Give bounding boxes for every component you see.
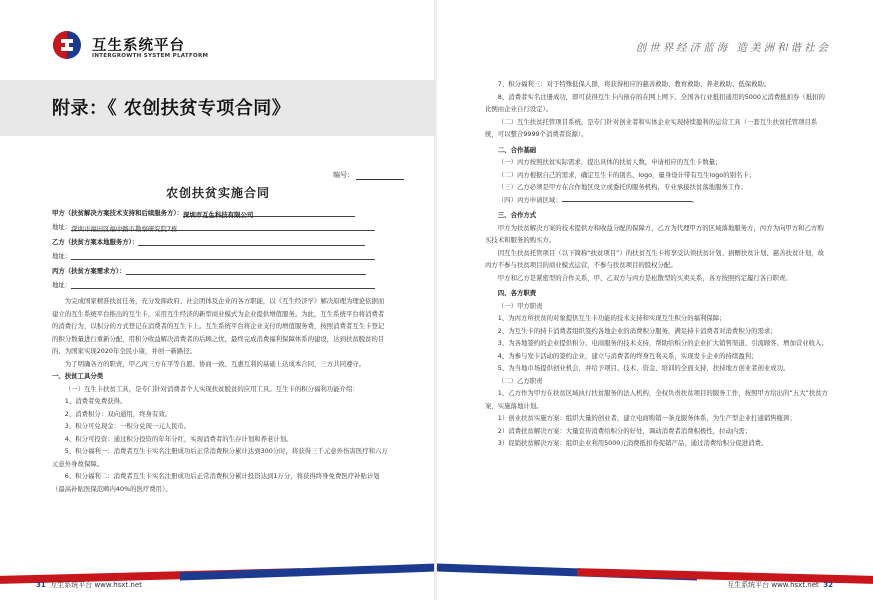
address-c-line [71,282,375,289]
section-heading: 二、合作基础 [497,145,537,154]
right-footer-text [727,580,833,590]
list-item: （一）丙方按照扶贫实际需求，提出具体的扶贫人数，申请相应的互生卡数量； [497,158,722,166]
party-a-value: 深圳市互生科技有限公司 [183,210,355,217]
address-b [52,251,375,260]
sub-heading: （一）甲方职责 [497,301,543,310]
section-paragraph: 甲方为扶贫解决方案的技术提供方和收益分配的保障方，乙方为代理甲方的区域落地服务方，丙方为向甲方和乙方购买技术和服务的购买方。 [485,223,824,244]
list-item: 1、消费者免费获得。 [64,397,127,405]
serial-number [333,170,404,180]
right-footer [437,564,873,600]
right-page [437,0,873,600]
section-heading: 四、各方职责 [497,289,537,297]
party-c-label: 丙方（扶贫方案需求方）： [52,267,126,275]
list-item: 8、消费者实名注册成功，即可获得互生卡内预存的在网上网下、全国各行业抵扣通用的5000元消费抵扣券（抵扣的比例由企业自行设定）。 [485,92,825,113]
intro-paragraph-2: 为了明确各方的职责，甲乙丙三方在平等自愿、协商一致、互惠互利的基础上达成本合同，三方共同遵守。 [64,359,366,368]
section-paragraph: （二）互生扶贫托管项目系统，是专门针对创业者和实体企业实现持续盈利的运营工具（一套互生扶贫托管项目系统，可以整合9999个消费者资源）。 [485,117,818,138]
list-item: （四）丙方申请区域： 。 [497,195,699,204]
list-item: 6、积分福利二：消费者互生卡实名注册成功后正常消费积分累计投资达到1万分，将获得终身免费医疗补贴计划（最高补贴医保范畴内40%的医疗费用）。 [52,472,380,493]
left-footer [0,564,436,600]
address-a [52,222,375,231]
contract-title: 农创扶贫实施合同 [165,186,270,200]
list-item: 5、积分福利一：消费者互生卡实名注册成功后正常消费积分累计达到300分时，将获得三千元意外伤害医疗和六万元意外身故保障。 [52,447,388,468]
list-item: 4、积分可投资：通过积分投资的年年分红，实现消费者的生存计划和养老计划。 [64,434,293,443]
address-b-line [71,253,375,260]
list-item: 3、积分可兑现金：一积分兑现一元人民币。 [64,422,191,430]
party-a-label: 甲方（扶贫解决方案技术支持和后续服务方）： [52,209,184,217]
list-item: 5、为当地市场提供创业机会，并给予项目、技术、资金、培训的全面支持，扶持地方创业者创业成功。 [497,364,790,372]
slogan: 创世界经济蓝海 造美洲和谐社会 [635,42,831,54]
list-item: 7、积分福利三：对于特殊低保人群，将获得相应的慈善救助、教育救助、养老救助、低保救助。 [497,80,771,88]
party-a [52,208,355,217]
address-c [52,280,375,289]
section-paragraph: 甲方和乙方是紧密型的合作关系，甲、乙双方与丙方是松散型的买卖关系，各方按照约定履行各自职责。 [497,273,792,282]
footer-brand: 互生系统平台 [727,581,770,589]
left-footer-text [36,580,142,590]
page-number: 31 [36,581,46,589]
section-paragraph: 1、乙方作为甲方在扶贫区域执行扶贫服务的法人机构，全权负责扶贫项目的服务工作，按照甲方给出的“五大”扶贫方案，实施落地计划。 [485,389,829,410]
list-item: 3）促销扶贫解决方案：组织企业利用5000元消费抵扣券促销产品，通过消费给积分促进消费。 [497,439,768,447]
right-body [485,78,830,450]
left-page [0,0,436,600]
section-paragraph: 因互生扶贫托管项目（以下简称“扶贫项目”）的扶贫互生卡将享受认领扶贫计划、捐赠扶贫计划、慈善扶贫计划，故丙方不参与扶贫项目的商业模式运营，不参与扶贫项目的股权分配。 [485,248,824,269]
brand-name-en: INTERGROWTH SYSTEM PLATFORM [92,53,209,59]
list-item: 3、为各地签约的企业提供积分、电商服务的技术支持，帮助给积分的企业扩大销售渠道、引流顾客、增加营业收入； [497,339,828,347]
address-c-label: 地址： [52,281,72,289]
brand-name: 互生系统平台 [92,38,185,54]
party-b-line [138,239,365,246]
section-heading: 三、合作方式 [497,211,537,219]
party-c [52,266,366,275]
address-a-value: 深圳市福田区福中路市勘察研究院7栋 [71,224,375,231]
footer-url[interactable]: www.hsxt.net [94,581,142,589]
address-b-label: 地址： [52,252,72,260]
address-a-label: 地址： [52,223,72,231]
footer-stripe-blue [180,564,436,581]
party-c-line [126,268,366,275]
footer-brand: 互生系统平台 [50,581,93,589]
list-item: 2、为互生卡的持卡消费者组织签约各地企业的消费积分服务，满足持卡消费者对消费积分的需求； [497,326,777,335]
party-b [52,237,365,246]
list-item: （二）丙方根据自己的需求，确定互生卡的别名、logo，量身设计带有互生logo的别名卡； [497,170,756,179]
list-item: 2、消费积分：双向通用，终身有效。 [64,409,172,418]
left-body [52,295,388,495]
serial-label: 编号： [333,171,354,179]
footer-url[interactable]: www.hsxt.net [771,581,819,589]
list-item: 1、为丙方所扶贫的对象提供互生卡功能的技术支持和实现互生积分的福利保障； [497,314,726,322]
page-number: 32 [823,581,833,589]
list-item: 4、为参与发卡活动的签约企业，建立与消费者的终身互利关系，实现发卡企业的持续盈利； [497,351,758,360]
section-paragraph: （一）互生卡扶贫工具，是专门针对消费者个人实现扶贫脱贫的应用工具。互生卡的积分福利功能介绍： [64,384,359,393]
intro-paragraph: 为完成国家精准扶贫任务，充分发挥政府、社会团体及企业的各方职能，以《互生经济学》解决原理为理论依据而建立的互生系统平台推出的互生卡，采用互生经济的新型商业模式为企业提供增值服务。为此，互生系统平台将消费者的消费行为，以积分的方式登记在消费者的互生卡上。互生系统平台将企业支付的增值服务费，按照消费者互生卡登记的积分数量进行重新分配，用积分收益解决消费者的后顾之忧，最终完成消费福利保障体系的建设，达到扶贫脱贫的目的，为国家实现2020年全民小康，并创一新路径。 [52,297,385,355]
list-item: （三）乙方必须是甲方在合作地区设立或委托的服务机构，专业承接扶贫落地服务工作； [497,183,748,191]
page-title: 附录：《 农创扶贫专项合同》 [52,98,291,119]
brand-logo-icon [52,30,82,60]
title-band [0,80,436,136]
sub-heading: （二）乙方职责 [497,376,543,385]
serial-line [356,173,404,180]
section-heading: 一、扶贫工具分类 [52,372,104,380]
list-item: 1）创业扶贫实施方案：组织大量的创业者，建立电商购销一条龙服务体系，为生产型企业打通销售瓶颈； [497,414,796,422]
list-item: 2）消费扶贫解决方案：大量宣传消费给积分的好处，调动消费者消费积极性，拉动内需； [497,426,752,435]
party-b-label: 乙方（扶贫方案本地服务方）： [52,238,139,246]
